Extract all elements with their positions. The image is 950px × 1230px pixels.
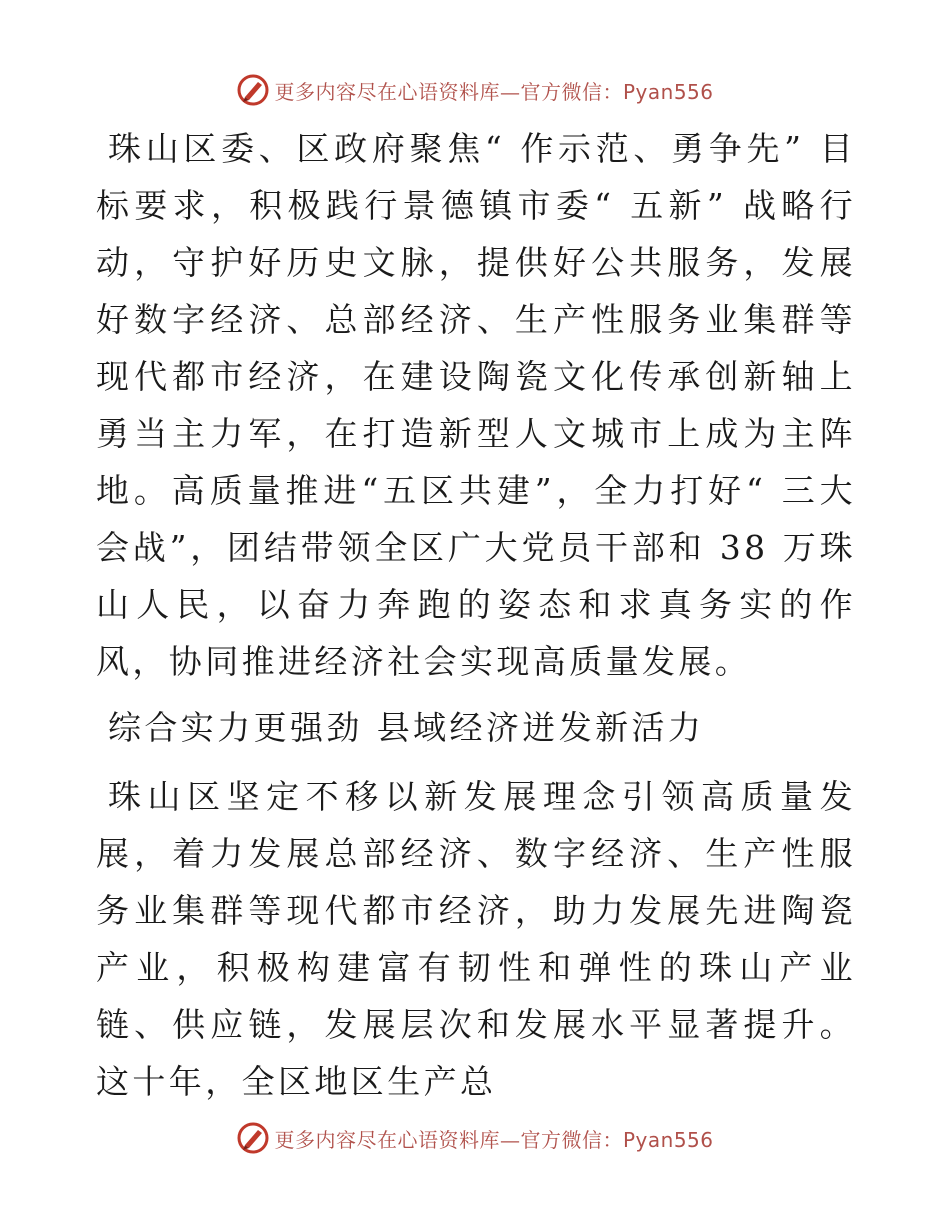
paragraph-intro: 珠山区委、区政府聚焦“ 作示范、勇争先” 目标要求，积极践行景德镇市委“ 五新” 战略行动，守护好历史文脉，提供好公共服务，发展好数字经济、总部经济、生产性服务业集群等现代都市经济，在建设陶瓷文化传承创新轴上勇当主力军，在打造新型人文城市上成为主阵地。高质量推进“五区共建”，全力打好“ 三大会战”，团结带领全区广大党员干部和 38 万珠山人民，以奋力奔跑的姿态和求真务实的作风，协同推进经济社会实现高质量发展。 [96,129,856,681]
watermark-text: 更多内容尽在心语资料库—官方微信：Pyan556 [274,1127,714,1152]
footer-watermark-banner [0,1118,950,1158]
wechat-id: Pyan556 [622,79,714,104]
paragraph-economy: 珠山区坚定不移以新发展理念引领高质量发展，着力发展总部经济、数字经济、生产性服务业集群等现代都市经济，助力发展先进陶瓷产业，积极构建富有韧性和弹性的珠山产业链、供应链，发展层次和发展水平显著提升。这十年，全区地区生产总 [96,777,856,1101]
document-body [96,120,856,1110]
watermark-text: 更多内容尽在心语资料库—官方微信：Pyan556 [274,79,714,104]
section-heading: 综合实力更强劲 县域经济迸发新活力 [108,708,705,747]
header-watermark-banner [0,70,950,110]
pen-logo-icon [236,73,270,107]
pen-logo-icon [236,1121,270,1155]
wechat-id: Pyan556 [622,1127,714,1152]
